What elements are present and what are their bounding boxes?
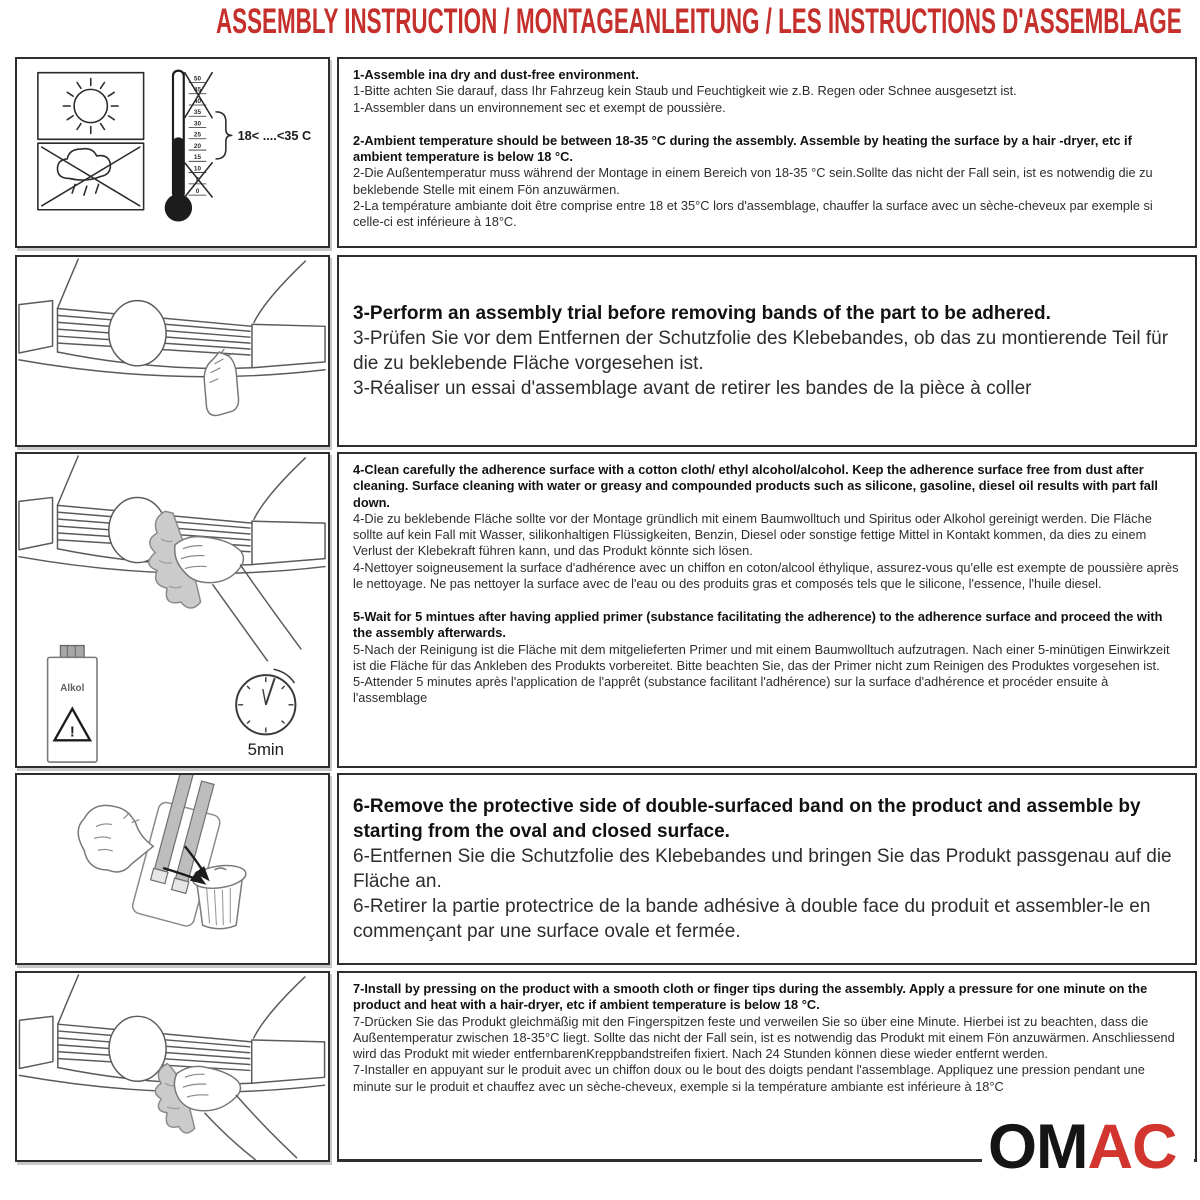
instruction-paragraph: 3-Réaliser un essai d'assemblage avant de retirer les bandes de la pièce à coller [353,378,1032,400]
instruction-paragraph: 6-Entfernen Sie die Schutzfolie des Klebebandes und bringen Sie das Produkt passgenau auf die Fläche an. [353,845,1172,892]
environment-temperature-drawing [17,59,328,246]
instruction-text-step1-2 [337,57,1197,248]
instruction-paragraph: 4-Clean carefully the adherence surface with a cotton cloth/ ethyl alcohol/alcohol. Keep the adherence surface free from dust after cleaning. Surface cleaning with water or greasy and compounded products such as silicone, gasoline, diesel oil results with part fall down. [353,462,1158,510]
thermo-tick: 10 [193,165,202,173]
remove-band-drawing [17,775,328,963]
thermo-tick: 20 [193,143,202,151]
instruction-paragraph: 7-Install by pressing on the product with a smooth cloth or finger tips during the assembly. Apply a pressure for one minute on the product and heat with a hair-dryer, etc if ambient temperature is below 18 °C. [353,981,1148,1013]
thermometer-icon [165,71,311,222]
instruction-paragraph: 6-Remove the protective side of double-surfaced band on the product and assemble by starting from the oval and closed surface. [353,795,1141,842]
clock-duration-label: 5min [247,740,284,760]
thermo-tick: 30 [193,120,202,128]
thermo-tick: 45 [193,86,202,94]
logo-text-black: OM [988,1112,1088,1182]
no-rain-icon [38,143,144,210]
instruction-paragraph: 1-Assembler dans un environnement sec et exempt de poussière. [353,99,726,115]
illustration-environment-temperature [15,57,330,248]
logo-text-red: AC [1087,1112,1177,1182]
instruction-paragraph: 5-Attender 5 minutes après l'application de l'apprêt (substance facilitant l'adhérence) sur la surface d'adhérence et procéder ensuite à l'assemblage [353,674,1109,706]
car-grille-drawing [19,259,325,377]
instruction-paragraph: 3-Prüfen Sie vor dem Entfernen der Schutzfolie des Klebebandes, ob das zu montierende Teil für die zu beklebende Fläche vorgesehen ist. [353,327,1169,374]
instruction-paragraph: 4-Nettoyer soigneusement la surface d'adhérence avec un chiffon en coton/alcool éthylique, assurez-vous qu'elle est exempte de poussière après le nettoyage. Ne pas nettoyer la surface avec de l'eau ou des produits gras et composés tels que le silicone, l'essence, l'huile diesel. [353,559,1179,591]
instruction-paragraph: 2-La température ambiante doit être comprise entre 18 et 35°C lors d'assemblage, chauffer la surface avec un sèche-cheveux par exemple si celle-ci est inférieure à 18°C. [353,197,1153,229]
illustration-cleaning-primer [15,452,330,768]
instruction-text-step4-5 [337,452,1197,768]
instruction-paragraph: 1-Assemble ina dry and dust-free environment. [353,67,639,82]
wait-clock-icon [236,669,295,759]
illustration-press-install [15,971,330,1162]
instruction-paragraph: 3-Perform an assembly trial before removing bands of the part to be adhered. [353,302,1051,324]
temperature-range-label: 18< ....<35 C [237,128,312,144]
warning-exclamation: ! [69,724,75,741]
instruction-paragraph: 5-Wait for 5 mintues after having applied primer (substance facilitating the adherence) to the adherence surface and proceed the with the assembly afterwards. [353,609,1163,641]
hand-icon [204,349,238,415]
hand-icon [78,805,153,872]
page-title: ASSEMBLY INSTRUCTION / MONTAGEANLEITUNG / LES INSTRUCTIONS D'ASSEMBLAGE [216,2,1182,41]
cleaning-drawing [17,454,328,766]
instruction-paragraph: 4-Die zu beklebende Fläche sollte vor der Montage gründlich mit einem Baumwolltuch und Spiritus oder Alkohol gereinigt werden. Die Fläche sollte auf kein Fall mit Wasser, silikonhaltigen Flüssigkeiten, Benzin, Diesel oder sonstige fettige Mittel in Kontakt kommen, da dies zu einem Verlust der Klebekraft führen kann, und das Produkt könnte sich lösen. [353,510,1152,559]
alcohol-bottle-icon [48,646,97,763]
instruction-text-step6 [337,773,1197,965]
omac-logo [982,1112,1194,1196]
instruction-paragraph: 1-Bitte achten Sie darauf, dass Ihr Fahrzeug kein Staub und Feuchtigkeit wie z.B. Regen oder Schnee ausgesetzt ist. [353,83,1017,99]
sun-icon [38,73,144,140]
instruction-paragraph: 5-Nach der Reinigung ist die Fläche mit dem mitgelieferten Primer und mit einem Baumwolltuch aufzutragen. Nach einer 5-minütigen Einwirkzeit ist die Fläche für das Ankleben des Produkts vorbereitet. Bitte beachten Sie, das der Primer nicht zum Reinigen des Produktes vorgesehen ist. [353,641,1170,673]
thermo-tick: 50 [193,75,202,83]
thermo-tick: 40 [193,98,202,106]
thermo-tick: 0 [195,188,200,196]
illustration-assembly-trial [15,255,330,447]
grille-trial-drawing [17,257,328,445]
illustration-remove-band [15,773,330,965]
thermo-tick: 35 [193,108,202,116]
instruction-paragraph: 7-Drücken Sie das Produkt gleichmäßig mit den Fingerspitzen feste und verweilen Sie so über eine Minute. Hierbei ist zu beachten, dass die Außentemperatur zwischen 18-35°C liegt. Sollte das nicht der Fall sein, ist es notwendig das Produkt mit einem Fön anzuwärmen. Anschliessend wird das Produkt mit wieder entfernbarenKreppbandstreifen fixiert. Nach 24 Stunden können diese wieder entfernt werden. [353,1013,1175,1061]
instruction-paragraph: 2-Ambient temperature should be between 18-35 °C during the assembly. Assemble by heating the surface by a hair -dryer, etc if ambient temperature is below 18 °C. [353,132,1132,164]
instruction-paragraph: 6-Retirer la partie protectrice de la bande adhésive à double face du produit et assembler-le en commençant par une surface ovale et fermée. [353,896,1151,943]
thermo-tick: 25 [193,131,202,139]
range-brace [216,112,232,159]
instruction-text-step3 [337,255,1197,447]
thermo-tick: 15 [193,153,202,161]
instruction-paragraph: 2-Die Außentemperatur muss während der Montage in einem Bereich von 18-35 °C sein.Sollte das nicht der Fall sein, ist es notwendig die zu beklebende Stelle mit einem Fön anzuwärmen. [353,165,1153,197]
instruction-paragraph: 7-Installer en appuyant sur le produit avec un chiffon doux ou le bout des doigts pendant l'assemblage. Appliquez une pression pendant une minute sur le produit et chauffez avec un sèche-cheveux, exemple si la température ambiante est inférieure à 18°C [353,1062,1145,1094]
bottle-label: Alkol [60,682,85,694]
thermo-tick: 5 [195,176,200,184]
press-install-drawing [17,973,328,1160]
